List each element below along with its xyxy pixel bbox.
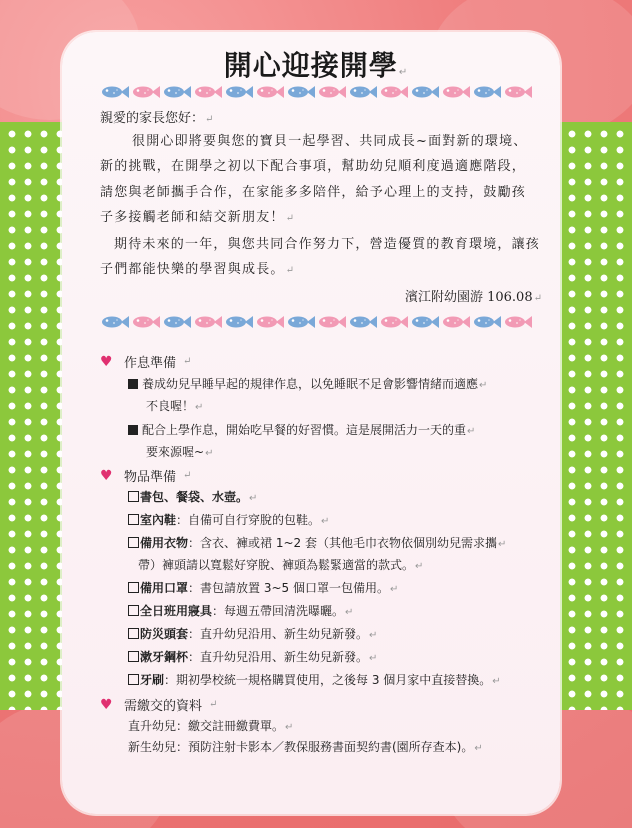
bullet-square-icon bbox=[128, 379, 138, 389]
fish-icon bbox=[193, 84, 223, 100]
fish-icon bbox=[348, 84, 378, 100]
list-item: 新生幼兒：預防注射卡影本／教保服務書面契約書(園所存查本)。↵ bbox=[128, 740, 483, 754]
fish-divider-bottom bbox=[100, 314, 530, 332]
list-item: 書包、餐袋、水壺。↵ bbox=[128, 487, 540, 509]
greeting: 親愛的家長您好：↵ bbox=[100, 111, 214, 126]
list-item: 防災頭套：直升幼兒沿用、新生幼兒新發。↵ bbox=[128, 624, 540, 646]
fish-icon bbox=[348, 314, 378, 330]
fish-icon bbox=[131, 314, 161, 330]
fish-icon bbox=[100, 314, 130, 330]
fish-icon bbox=[441, 314, 471, 330]
fish-icon bbox=[503, 314, 533, 330]
checkbox-square-icon bbox=[128, 674, 139, 685]
fish-icon bbox=[193, 314, 223, 330]
list-item: 漱牙鋼杯：直升幼兒沿用、新生幼兒新發。↵ bbox=[128, 647, 540, 669]
heart-icon: ♥ bbox=[100, 467, 113, 484]
fish-icon bbox=[472, 84, 502, 100]
list-item: 備用衣物：含衣、褲或裙 1~2 套（其他毛巾衣物依個別幼兒需求攜↵ 帶）褲頭請以寬鬆好穿脫、褲頭為鬆緊適當的款式。↵ bbox=[128, 533, 540, 577]
second-paragraph: 期待未來的一年，與您共同合作努力下，營造優質的教育環境，讓孩子們都能快樂的學習與成長。↵ bbox=[100, 237, 541, 278]
fish-icon bbox=[131, 84, 161, 100]
bullet-square-icon bbox=[128, 425, 138, 435]
list-item: 牙刷：期初學校統一規格購買使用，之後每 3 個月家中直接替換。↵ bbox=[128, 670, 540, 692]
fish-icon bbox=[162, 84, 192, 100]
fish-icon bbox=[410, 314, 440, 330]
page-title: 開心迎接開學↵ bbox=[223, 49, 409, 82]
fish-icon bbox=[162, 314, 192, 330]
fish-icon bbox=[255, 84, 285, 100]
list-item: 室內鞋：自備可自行穿脫的包鞋。↵ bbox=[128, 510, 540, 532]
signature: 濱江附幼園游 106.08↵ bbox=[404, 290, 542, 305]
list-item: 備用口罩：書包請放置 3~5 個口罩一包備用。↵ bbox=[128, 578, 540, 600]
fish-icon bbox=[441, 84, 471, 100]
checkbox-square-icon bbox=[128, 537, 139, 548]
section-heading-documents: ♥ 需繳交的資料 ↵ bbox=[100, 696, 218, 714]
section-heading-supplies: ♥ 物品準備 ↵ bbox=[100, 467, 192, 485]
heart-icon: ♥ bbox=[100, 353, 113, 370]
section-heading-routine: ♥ 作息準備 ↵ bbox=[100, 353, 192, 371]
checkbox-square-icon bbox=[128, 514, 139, 525]
fish-icon bbox=[255, 314, 285, 330]
checkbox-square-icon bbox=[128, 491, 139, 502]
list-item: 直升幼兒：繳交註冊繳費單。↵ bbox=[128, 719, 294, 733]
fish-icon bbox=[472, 314, 502, 330]
fish-icon bbox=[379, 314, 409, 330]
fish-icon bbox=[286, 84, 316, 100]
fish-icon bbox=[503, 84, 533, 100]
fish-icon bbox=[317, 84, 347, 100]
fish-icon bbox=[379, 84, 409, 100]
fish-icon bbox=[224, 84, 254, 100]
fish-icon bbox=[224, 314, 254, 330]
checkbox-square-icon bbox=[128, 651, 139, 662]
checkbox-square-icon bbox=[128, 582, 139, 593]
fish-icon bbox=[286, 314, 316, 330]
fish-icon bbox=[410, 84, 440, 100]
list-item: 全日班用寢具：每週五帶回清洗曝曬。↵ bbox=[128, 601, 540, 623]
fish-divider-top bbox=[100, 84, 530, 102]
fish-icon bbox=[100, 84, 130, 100]
fish-icon bbox=[317, 314, 347, 330]
heart-icon: ♥ bbox=[100, 696, 113, 713]
checkbox-square-icon bbox=[128, 605, 139, 616]
intro-paragraph: 很開心即將要與您的寶貝一起學習、共同成長~面對新的環境、新的挑戰，在開學之初以下配合事項，幫助幼兒順利度過適應階段，請您與老師攜手合作，在家能多多陪伴，給予心理上的支持，鼓勵孩子多接觸老師和結交新朋友！↵ bbox=[100, 134, 528, 226]
checkbox-square-icon bbox=[128, 628, 139, 639]
list-item: 配合上學作息，開始吃早餐的好習慣。這是展開活力一天的重↵ 要來源喔~↵ bbox=[128, 420, 540, 464]
list-item: 養成幼兒早睡早起的規律作息，以免睡眠不足會影響情緒而適應↵ 不良喔！↵ bbox=[128, 374, 540, 418]
